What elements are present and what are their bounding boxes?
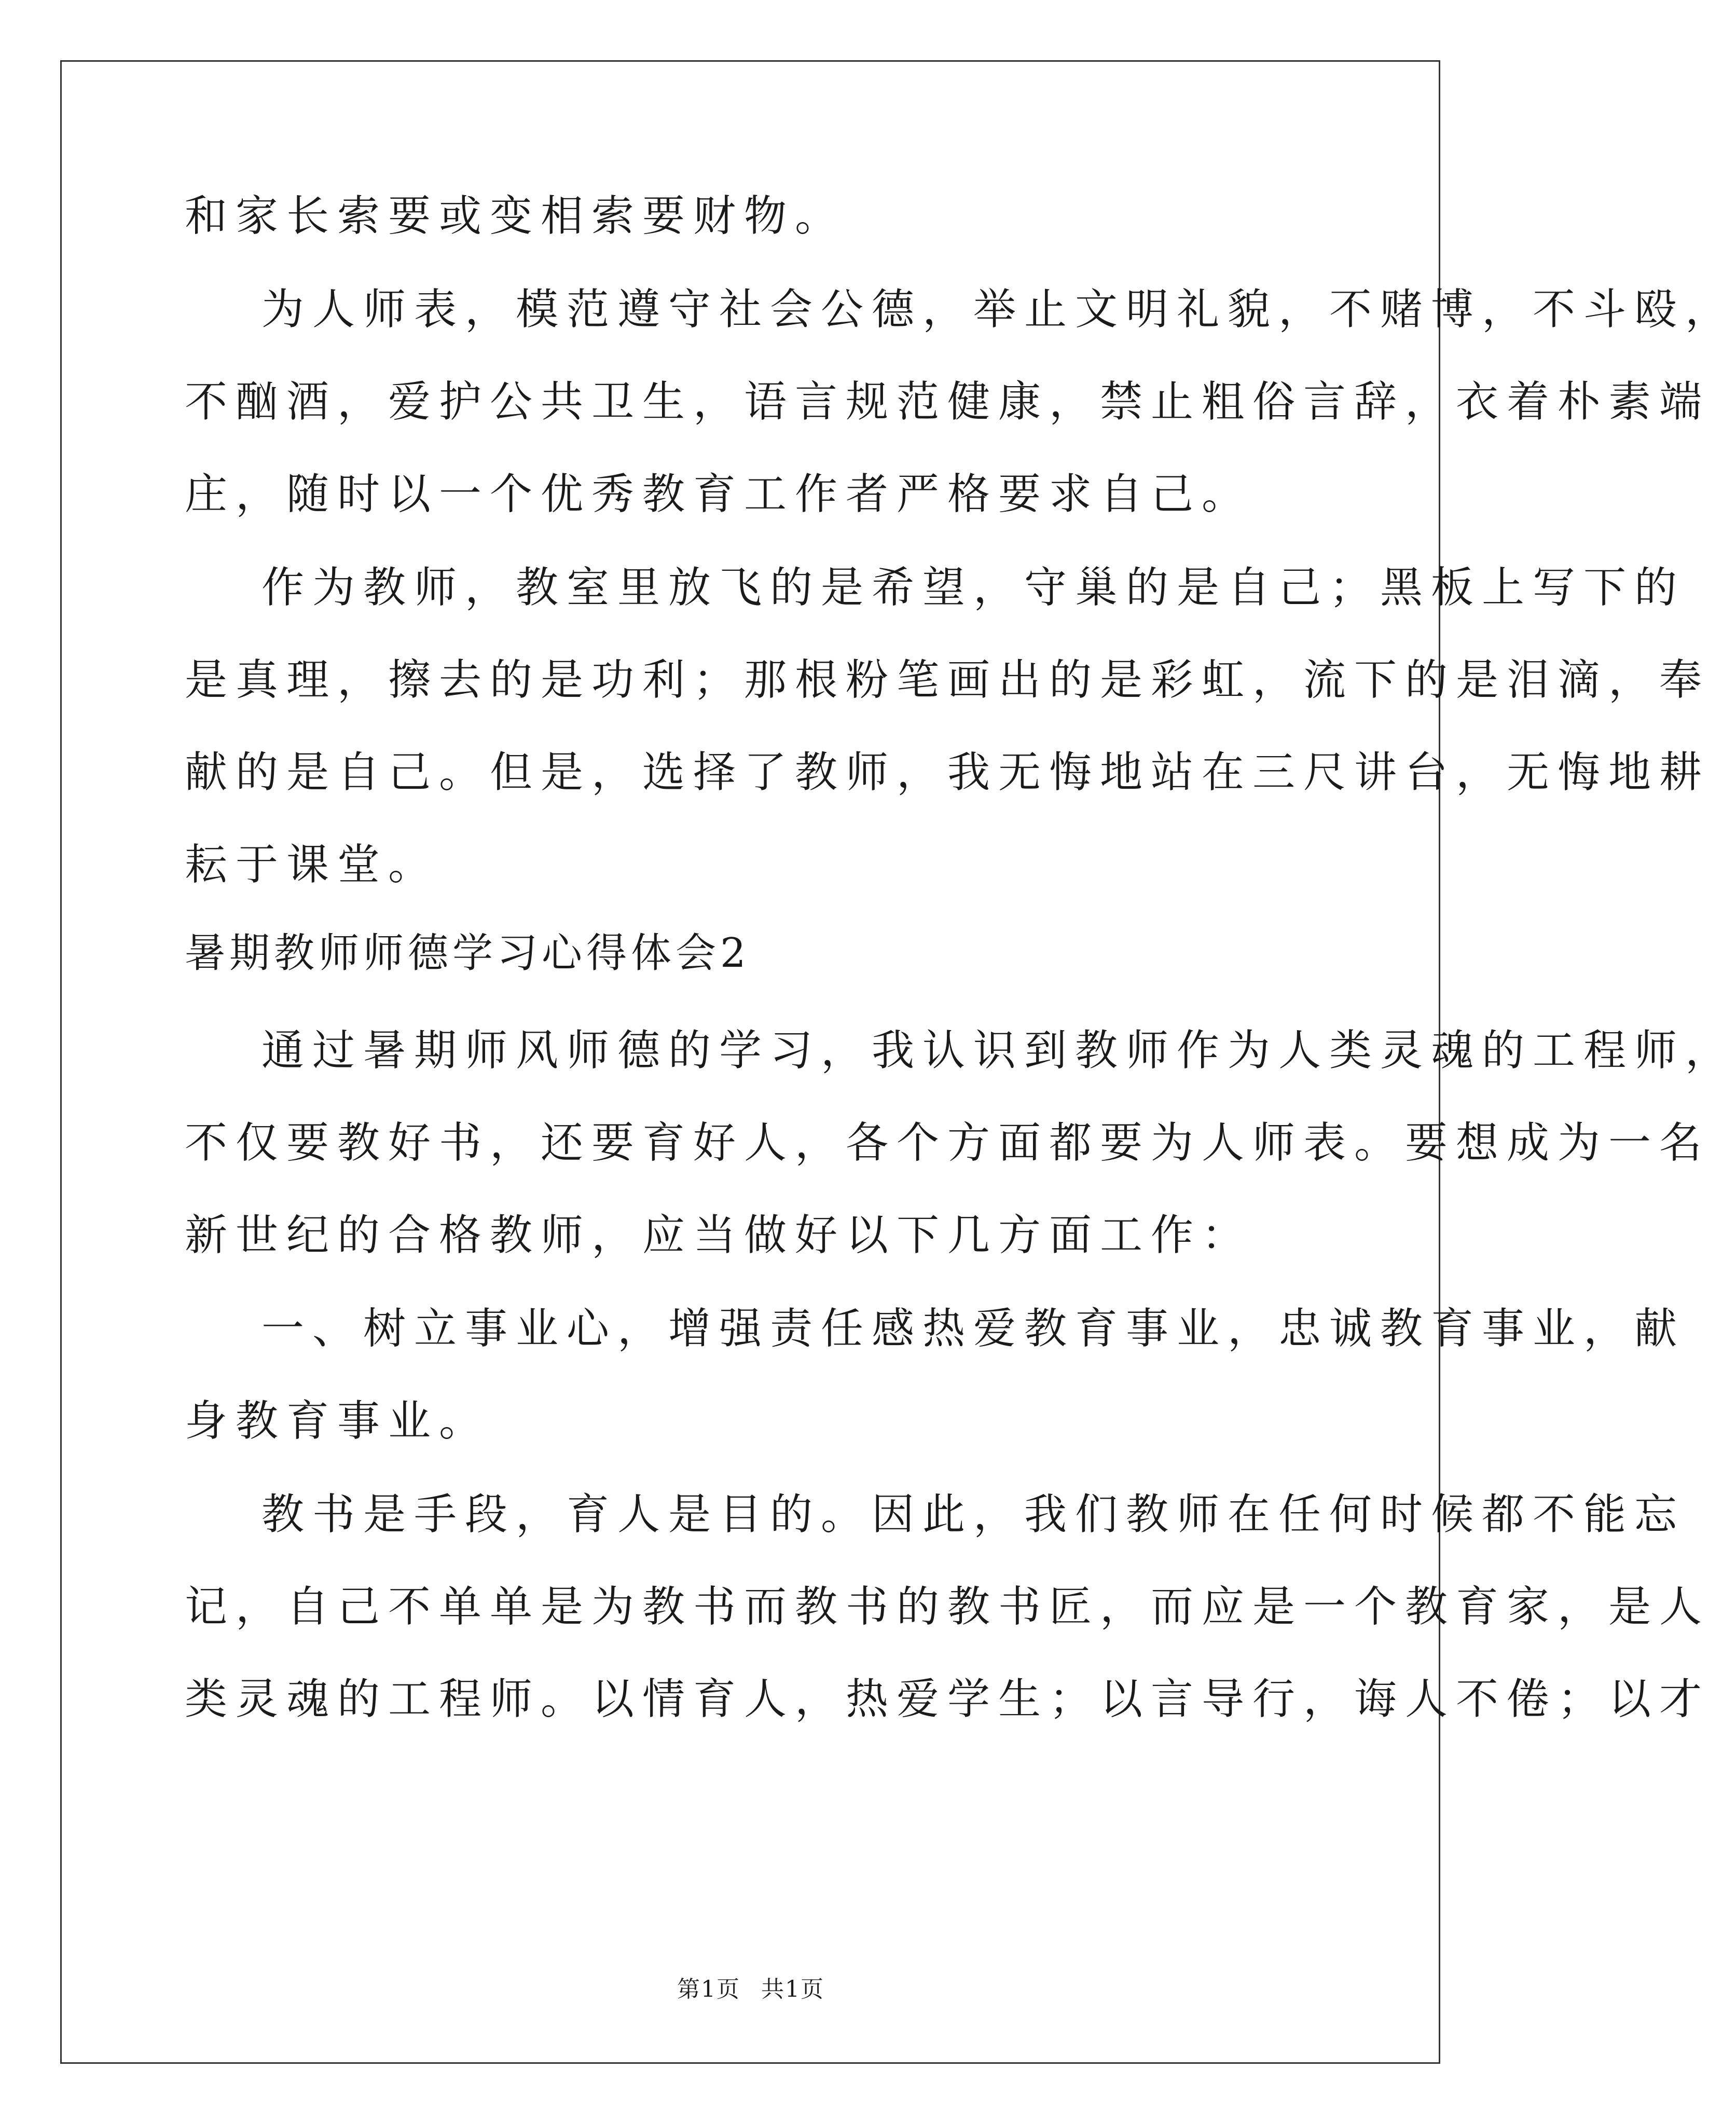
paragraph-line: 庄，随时以一个优秀教育工作者严格要求自己。 — [185, 470, 1253, 519]
page-number: 第1页 — [677, 1976, 740, 2003]
paragraph-line: 身教育事业。 — [185, 1396, 490, 1446]
paragraph-line: 是真理，擦去的是功利；那根粉笔画出的是彩虹，流下的是泪滴，奉 — [185, 655, 1711, 705]
paragraph-line: 教书是手段，育人是目的。因此，我们教师在任何时候都不能忘 — [261, 1490, 1686, 1539]
paragraph-line: 为人师表，模范遵守社会公德，举止文明礼貌，不赌博，不斗殴， — [261, 285, 1736, 334]
paragraph-line: 记，自己不单单是为教书而教书的教书匠，而应是一个教育家，是人 — [185, 1582, 1711, 1632]
page-footer — [0, 1978, 1501, 2001]
paragraph-line: 耘于课堂。 — [185, 840, 439, 889]
page-total: 共1页 — [761, 1976, 824, 2003]
paragraph-line: 献的是自己。但是，选择了教师，我无悔地站在三尺讲台，无悔地耕 — [185, 748, 1711, 797]
paragraph-line: 不酗酒，爱护公共卫生，语言规范健康，禁止粗俗言辞，衣着朴素端 — [185, 377, 1711, 427]
paragraph-line: 类灵魂的工程师。以情育人，热爱学生；以言导行，诲人不倦；以才 — [185, 1675, 1711, 1724]
paragraph-line: 一、树立事业心，增强责任感热爱教育事业，忠诚教育事业，献 — [261, 1304, 1686, 1353]
paragraph-line: 作为教师，教室里放飞的是希望，守巢的是自己；黑板上写下的 — [261, 563, 1686, 612]
paragraph-line: 通过暑期师风师德的学习，我认识到教师作为人类灵魂的工程师， — [261, 1026, 1736, 1075]
section-heading: 暑期教师师德学习心得体会2 — [185, 930, 750, 977]
paragraph-line: 新世纪的合格教师，应当做好以下几方面工作： — [185, 1211, 1253, 1260]
paragraph-line: 不仅要教好书，还要育好人，各个方面都要为人师表。要想成为一名 — [185, 1118, 1711, 1168]
paragraph-line: 和家长索要或变相索要财物。 — [185, 191, 846, 241]
